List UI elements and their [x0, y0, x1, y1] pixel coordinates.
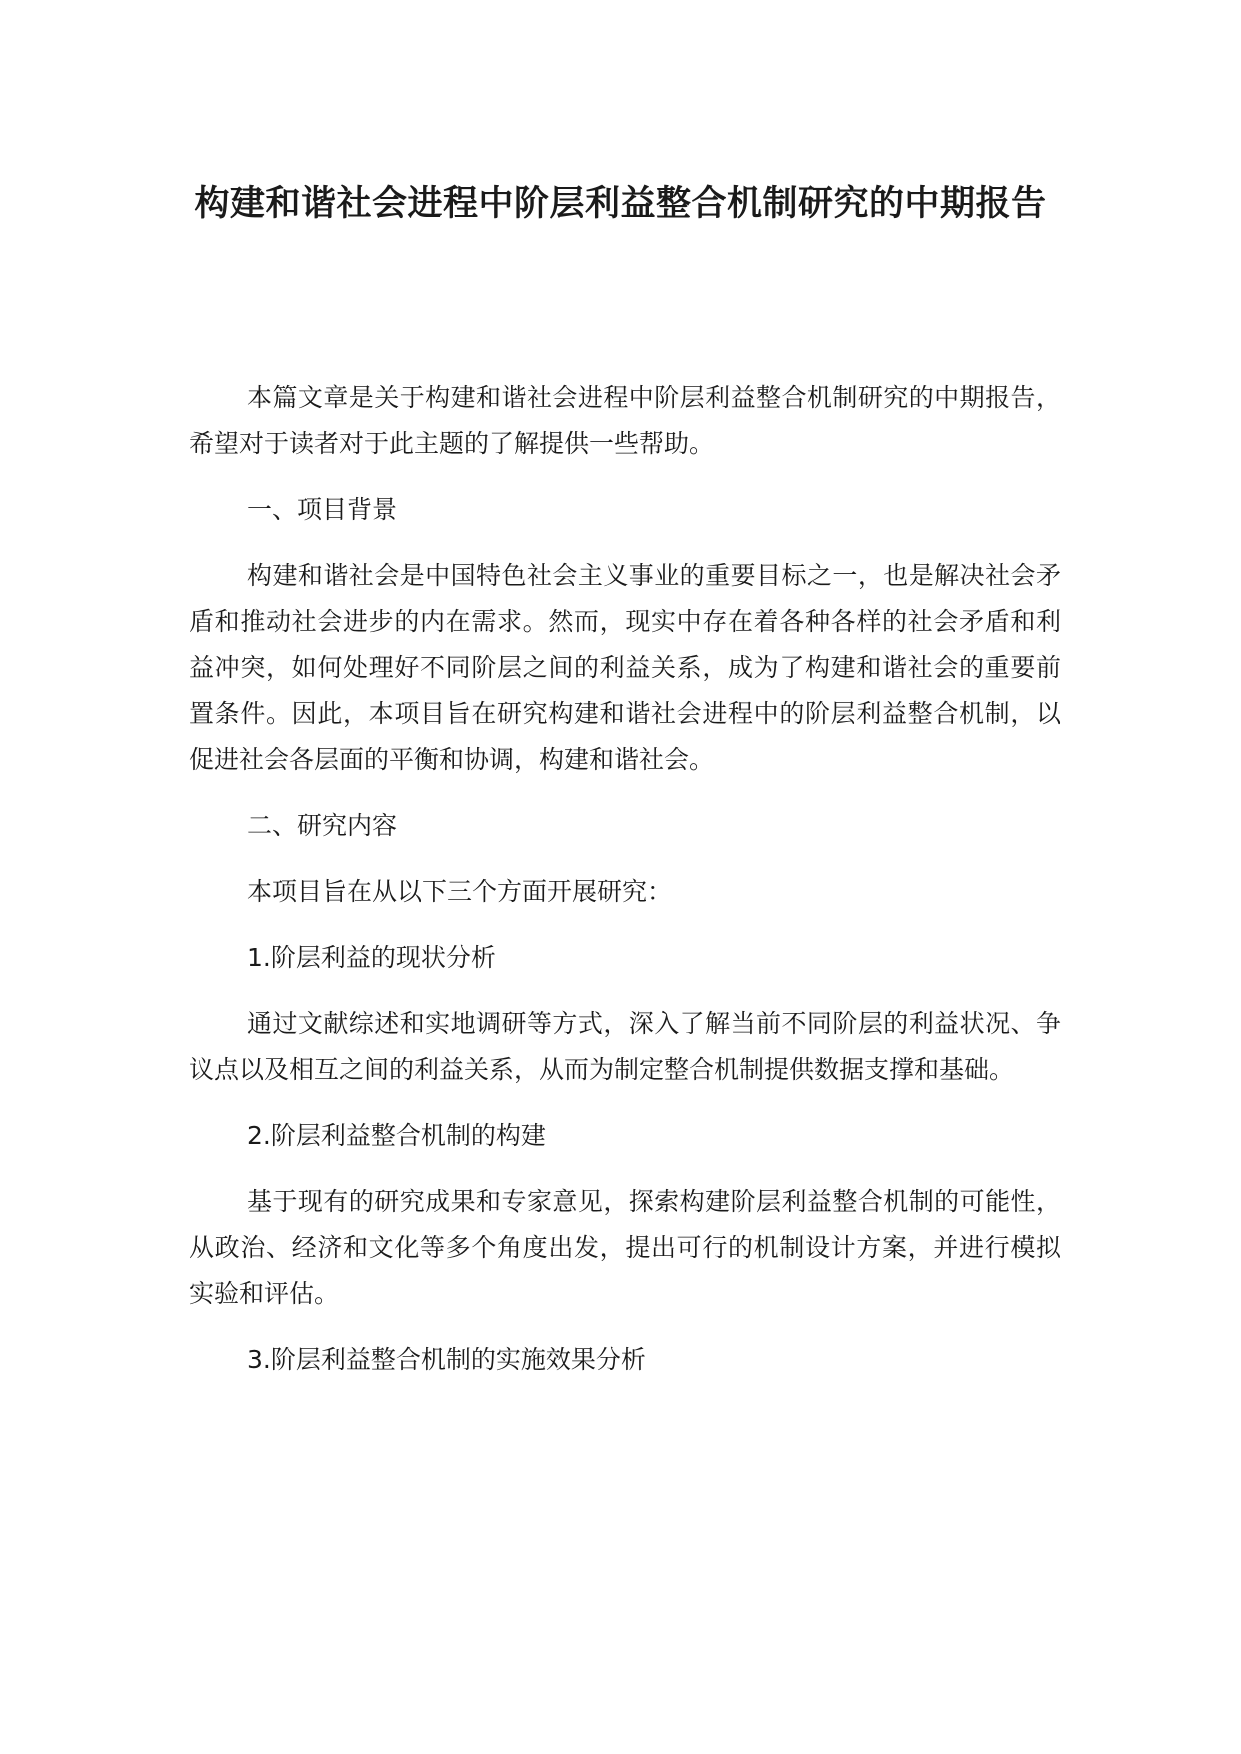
status-analysis-paragraph: 通过文献综述和实地调研等方式，深入了解当前不同阶层的利益状况、争议点以及相互之间的利益关系，从而为制定整合机制提供数据支撑和基础。 — [189, 1009, 1061, 1084]
document-body — [189, 375, 1061, 1403]
document-title: 构建和谐社会进程中阶层利益整合机制研究的中期报告 — [194, 184, 1047, 224]
section-heading-research-content: 二、研究内容 — [247, 811, 398, 840]
intro-paragraph: 本篇文章是关于构建和谐社会进程中阶层利益整合机制研究的中期报告，希望对于读者对于此主题的了解提供一些帮助。 — [189, 383, 1061, 458]
research-intro-paragraph: 本项目旨在从以下三个方面开展研究： — [247, 877, 673, 906]
subheading-mechanism-construction: 2.阶层利益整合机制的构建 — [247, 1121, 546, 1150]
section-heading-background: 一、项目背景 — [247, 495, 398, 524]
subheading-effect-analysis: 3.阶层利益整合机制的实施效果分析 — [247, 1345, 646, 1374]
subheading-status-analysis: 1.阶层利益的现状分析 — [247, 943, 496, 972]
mechanism-construction-paragraph: 基于现有的研究成果和专家意见，探索构建阶层利益整合机制的可能性，从政治、经济和文化等多个角度出发，提出可行的机制设计方案，并进行模拟实验和评估。 — [189, 1187, 1061, 1308]
background-paragraph: 构建和谐社会是中国特色社会主义事业的重要目标之一，也是解决社会矛盾和推动社会进步的内在需求。然而，现实中存在着各种各样的社会矛盾和利益冲突，如何处理好不同阶层之间的利益关系，成为了构建和谐社会的重要前置条件。因此，本项目旨在研究构建和谐社会进程中的阶层利益整合机制，以促进社会各层面的平衡和协调，构建和谐社会。 — [189, 561, 1061, 774]
